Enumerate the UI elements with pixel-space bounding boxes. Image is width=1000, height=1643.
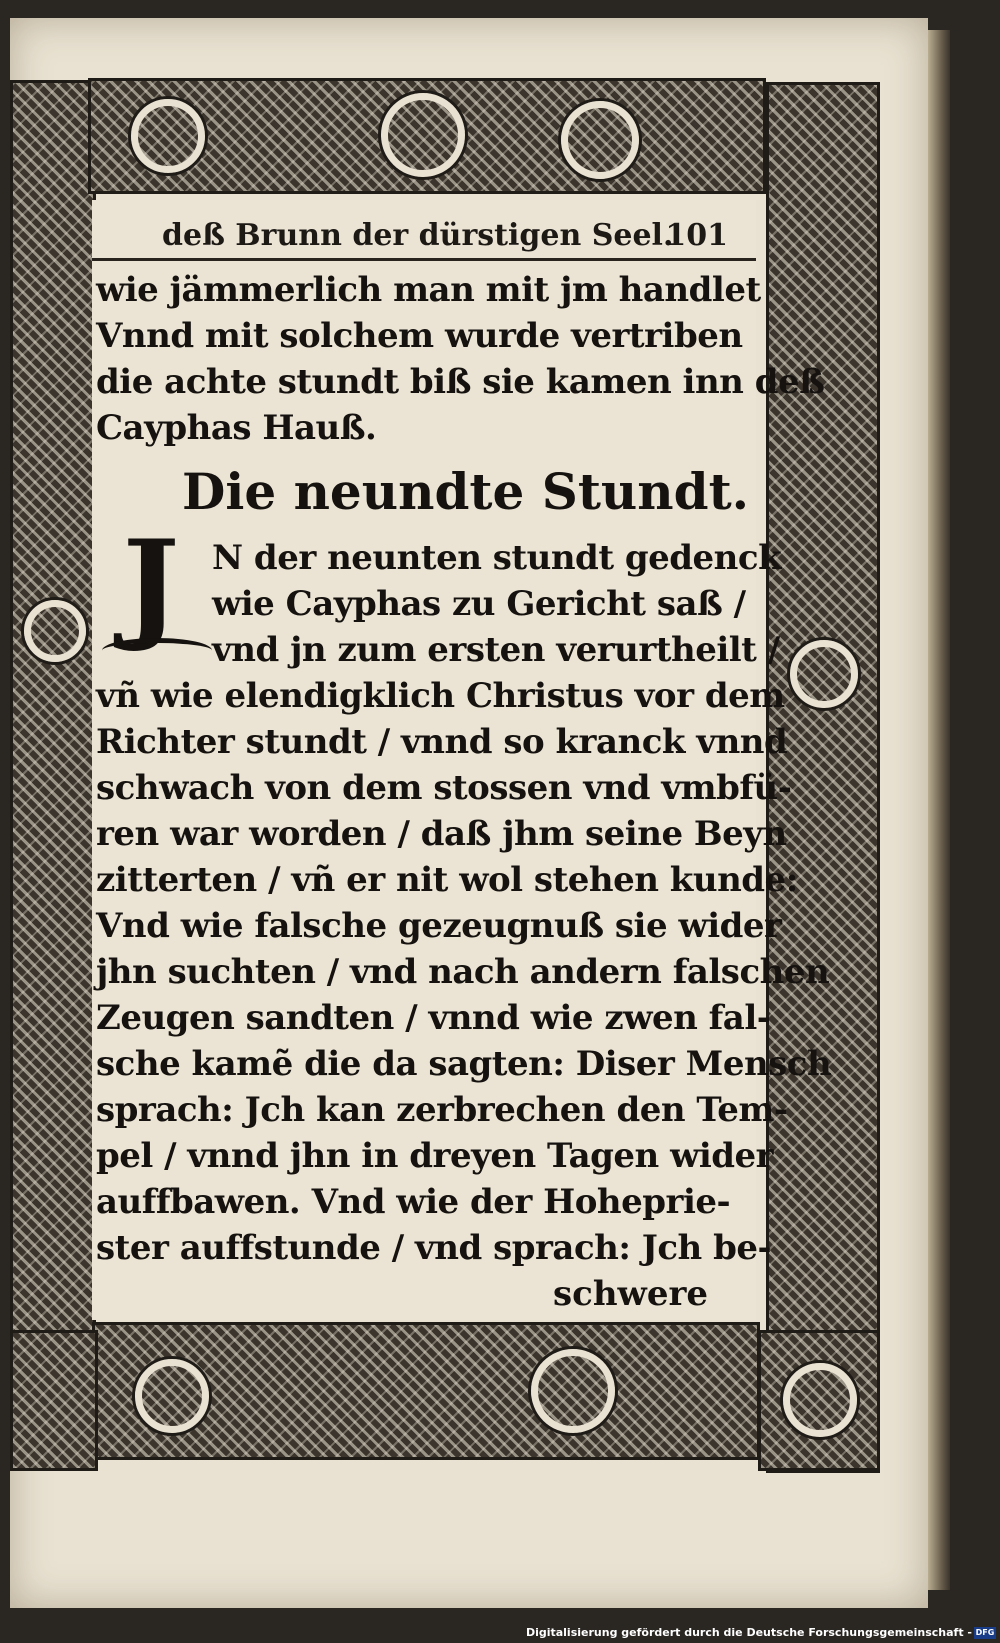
swirl-ornament-left	[24, 600, 86, 662]
text-line: Vnnd mit solchem wurde vertriben	[96, 316, 743, 356]
text-line: jhn suchten / vnd nach andern falschen	[96, 952, 830, 992]
text-line: wie Cayphas zu Gericht saß /	[212, 584, 746, 624]
digitization-credit: Digitalisierung gefördert durch die Deutsche Forschungsgemeinschaft -	[525, 1626, 972, 1639]
text-line: ster auffstunde / vnd sprach: Jch be-	[96, 1228, 772, 1268]
text-block	[92, 200, 832, 1320]
decorated-initial: J	[122, 514, 180, 655]
catchword: schwere	[552, 1274, 708, 1314]
running-head-title: deß Brunn der dürstigen Seel.	[162, 218, 674, 253]
page-number: 101	[665, 218, 728, 253]
flower-ornament	[783, 1363, 857, 1437]
text-line: Zeugen sandten / vnnd wie zwen fal-	[96, 998, 771, 1038]
mask-ornament	[381, 93, 465, 177]
text-line: vñ wie elendigklich Christus vor dem	[96, 676, 785, 716]
border-corner-bottom-left	[10, 1330, 98, 1471]
border-corner-bottom-right	[758, 1330, 880, 1471]
text-line: sche kamẽ die da sagten: Diser Mensch	[96, 1044, 832, 1084]
dfg-logo: DFG	[975, 1628, 995, 1637]
text-line: schwach von dem stossen vnd vmbfü-	[96, 768, 792, 808]
text-line: Cayphas Hauß.	[96, 408, 377, 448]
text-line: die achte stundt biß sie kamen inn deß	[96, 362, 825, 402]
text-line: zitterten / vñ er nit wol stehen kunde:	[96, 860, 798, 900]
border-left-ornament	[10, 80, 96, 1471]
text-line: ren war worden / daß jhm seine Beyn	[96, 814, 787, 854]
text-line: wie jämmerlich man mit jm handlet	[96, 270, 761, 310]
swirl-ornament	[531, 1349, 615, 1433]
text-line: N der neunten stundt gedenck	[212, 538, 782, 578]
text-line: Vnd wie falsche gezeugnuß sie wider	[96, 906, 782, 946]
border-top-ornament	[88, 78, 766, 194]
swirl-ornament-right	[790, 640, 858, 708]
initial-flourish	[102, 638, 212, 663]
text-line: vnd jn zum ersten verurtheilt /	[212, 630, 780, 670]
running-head	[92, 214, 756, 261]
text-line: auffbawen. Vnd wie der Hoheprie-	[96, 1182, 731, 1222]
swirl-ornament	[131, 99, 205, 173]
text-line: Richter stundt / vnnd so kranck vnnd	[96, 722, 788, 762]
swirl-ornament	[561, 101, 639, 179]
section-heading: Die neundte Stundt.	[182, 462, 750, 521]
swirl-ornament	[135, 1359, 209, 1433]
border-bottom-ornament	[92, 1322, 760, 1460]
text-line: sprach: Jch kan zerbrechen den Tem-	[96, 1090, 788, 1130]
text-line: pel / vnnd jhn in dreyen Tagen wider	[96, 1136, 774, 1176]
